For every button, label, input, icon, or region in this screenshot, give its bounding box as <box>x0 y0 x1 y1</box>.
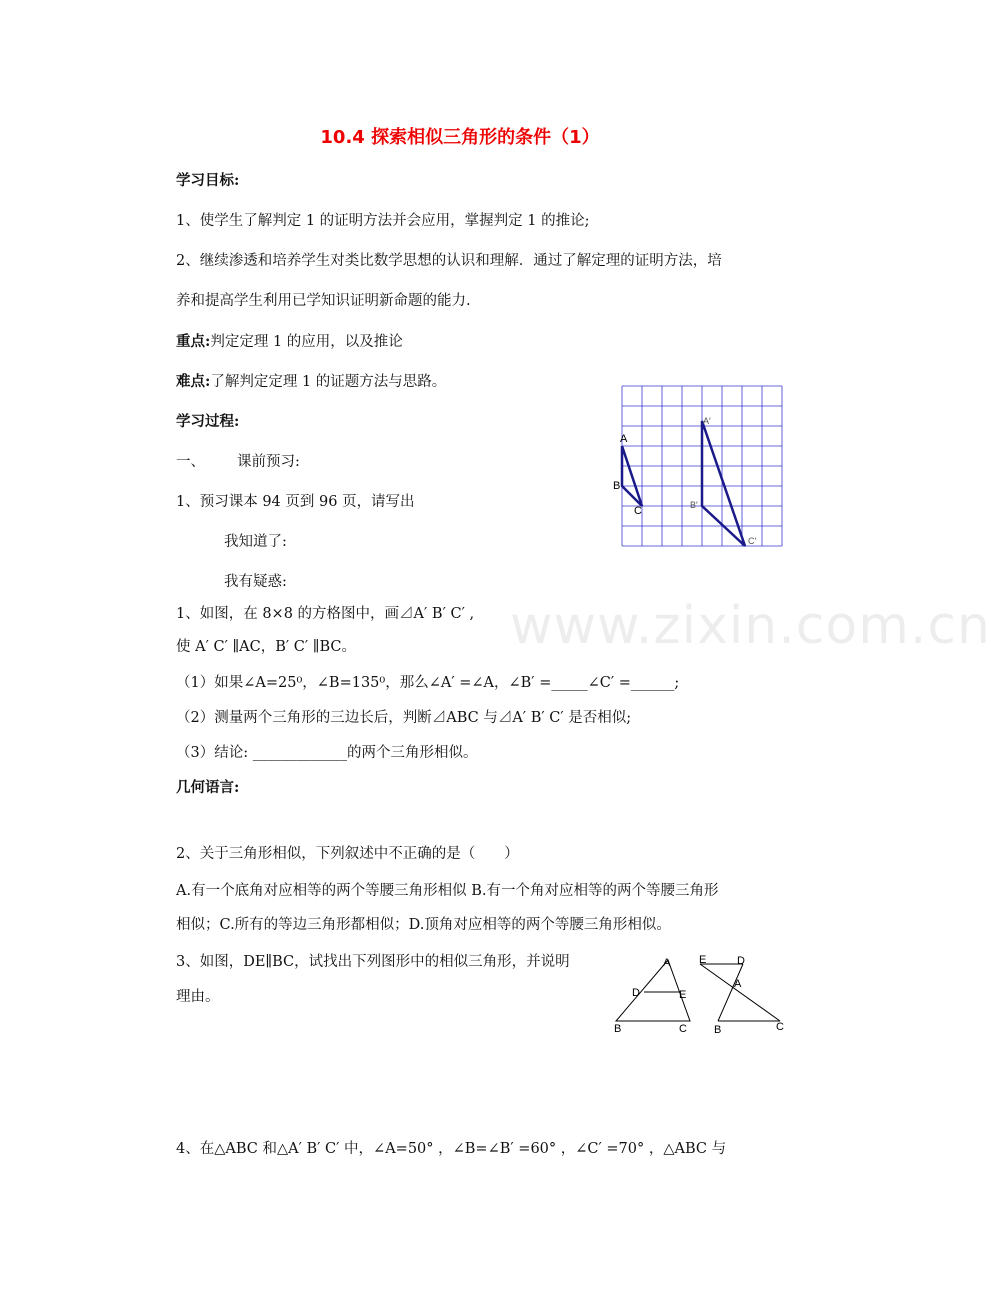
grid-figure <box>600 378 800 553</box>
fig3-left-d: D <box>632 987 640 999</box>
key-point <box>176 333 403 351</box>
preview-text: 1、预习课本 94 页到 96 页，请写出 <box>176 494 415 510</box>
triangle-abc <box>622 446 642 506</box>
label-a: A <box>620 433 628 445</box>
goal-1: 1、使学生了解判定 1 的证明方法并会应用，掌握判定 1 的推论; <box>176 213 590 229</box>
fig3-left-a: A <box>663 957 671 969</box>
difficult-label: 难点: <box>176 373 211 390</box>
fig3-left-e: E <box>679 989 687 1001</box>
q1-line-1: 1、如图，在 8×8 的方格图中，画⊿A′ B′ C′ , <box>176 606 475 622</box>
q3-figure <box>608 950 793 1040</box>
page-title: 10.4 探索相似三角形的条件（1） <box>320 127 600 148</box>
q1-line-2: 使 A′ C′ ∥AC，B′ C′ ∥BC。 <box>176 639 357 655</box>
triangle-a2b2c2 <box>702 421 745 546</box>
fig3-right-b: B <box>714 1024 722 1036</box>
segment-e-c <box>700 964 780 1021</box>
doubt-text: 我有疑惑: <box>224 574 287 590</box>
know-text: 我知道了: <box>224 534 287 550</box>
goal-2-line-1: 2、继续渗透和培养学生对类比数学思想的认识和理解．通过了解定理的证明方法，培 <box>176 253 722 269</box>
fig3-left-b: B <box>614 1023 622 1035</box>
label-b-prime: B′ <box>690 500 698 510</box>
difficult-point <box>176 373 446 391</box>
fig3-right-c: C <box>776 1021 784 1033</box>
q3-line-1: 3、如图，DE∥BC，试找出下列图形中的相似三角形，并说明 <box>176 954 570 970</box>
q3-line-2: 理由。 <box>176 989 220 1005</box>
difficult-text: 了解判定定理 1 的证题方法与思路。 <box>210 374 447 390</box>
q1-part-1: （1）如果∠A=25⁰，∠B=135⁰，那么∠A′ =∠A，∠B′ =_____∠C′ =______; <box>176 675 680 691</box>
fig3-right-d: D <box>737 955 745 967</box>
label-b: B <box>613 480 621 492</box>
fig3-left-c: C <box>679 1023 687 1035</box>
goals-heading: 学习目标: <box>176 172 240 189</box>
fig3-right-a: A <box>734 978 742 990</box>
section-1-number: 一、 <box>176 454 205 470</box>
key-label: 重点: <box>176 333 211 350</box>
q4-stem: 4、在△ABC 和△A′ B′ C′ 中，∠A=50° ，∠B=∠B′ =60° ，∠C′ =70° ，△ABC 与 <box>176 1141 727 1157</box>
q1-part-2: （2）测量两个三角形的三边长后，判断⊿ABC 与⊿A′ B′ C′ 是否相似; <box>176 710 632 726</box>
label-c-prime: C′ <box>748 536 757 546</box>
section-1-title: 课前预习: <box>237 454 300 470</box>
q1-part-3: （3）结论: _____________的两个三角形相似。 <box>176 745 478 761</box>
q2-options-line-2: 相似；C.所有的等边三角形都相似；D.顶角对应相等的两个等腰三角形相似。 <box>176 917 671 933</box>
label-a-prime: A′ <box>703 416 711 426</box>
goal-2-line-2: 养和提高学生利用已学知识证明新命题的能力. <box>176 293 471 309</box>
key-text: 判定定理 1 的应用，以及推论 <box>210 334 403 350</box>
q2-options-line-1: A.有一个底角对应相等的两个等腰三角形相似 B.有一个角对应相等的两个等腰三角形 <box>176 883 719 899</box>
geometry-language-heading: 几何语言: <box>176 779 240 796</box>
watermark: www.zixin.com.cn <box>510 596 991 656</box>
label-c: C <box>634 505 642 517</box>
fig3-right-e: E <box>699 954 707 966</box>
q2-stem: 2、关于三角形相似，下列叙述中不正确的是（ ） <box>176 846 519 862</box>
process-heading: 学习过程: <box>176 413 240 430</box>
